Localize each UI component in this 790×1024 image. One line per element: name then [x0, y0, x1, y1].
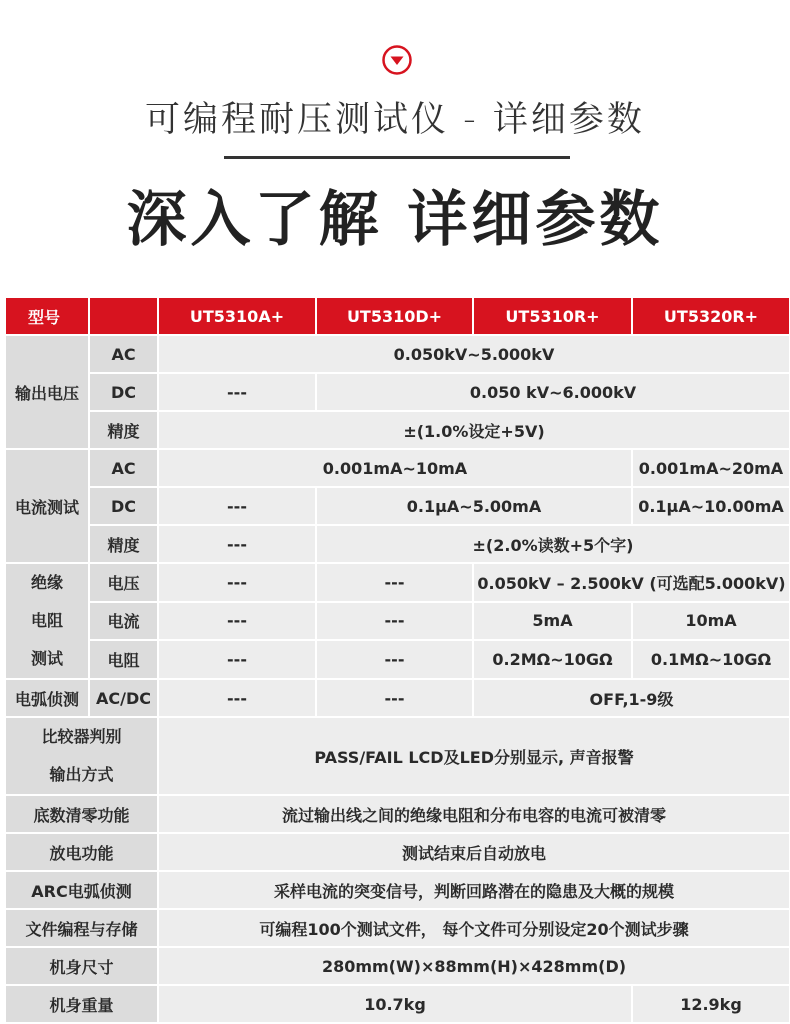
ct-precision-label: 精度: [90, 526, 157, 562]
zero-label: 底数清零功能: [6, 796, 157, 832]
table-row: [6, 603, 789, 640]
ov-precision-label: 精度: [90, 412, 157, 448]
ov-precision-value: ±(1.0%设定+5V): [159, 412, 789, 448]
ins-resistance-c: 0.2MΩ~10GΩ: [474, 641, 631, 678]
ov-dc-a: ---: [159, 374, 315, 410]
ins-voltage-a: ---: [159, 564, 315, 601]
insulation-label-line: 测试: [30, 649, 63, 668]
insulation-label-line: 电阻: [30, 611, 63, 630]
header-ut5310a: UT5310A+: [159, 298, 315, 334]
ins-current-c: 5mA: [474, 603, 631, 640]
table-row: [6, 834, 789, 870]
ins-voltage-label: 电压: [90, 564, 157, 601]
table-row: [6, 641, 789, 678]
table-row: [6, 488, 789, 524]
ov-ac-label: AC: [90, 336, 157, 372]
chevron-down-circle-icon: [381, 44, 413, 76]
discharge-label: 放电功能: [6, 834, 157, 870]
table-row: [6, 680, 789, 716]
ins-voltage-value: 0.050kV – 2.500kV (可选配5.000kV): [474, 564, 789, 601]
spec-table: [4, 296, 790, 1024]
comparator-label: [6, 718, 157, 794]
table-row: [6, 718, 789, 794]
ct-ac-label: AC: [90, 450, 157, 486]
insulation-label: [6, 564, 88, 678]
ins-current-a: ---: [159, 603, 315, 640]
output-voltage-label: 输出电压: [6, 336, 88, 448]
ct-ac-value-d: 0.001mA~20mA: [633, 450, 789, 486]
arc-detect-label: 电弧侦测: [6, 680, 88, 716]
page-subtitle: 可编程耐压测试仪 - 详细参数: [145, 100, 645, 140]
ct-dc-value-bc: 0.1μA~5.00mA: [317, 488, 631, 524]
table-row: [6, 796, 789, 832]
comparator-label-line: 输出方式: [49, 765, 114, 784]
ins-current-label: 电流: [90, 603, 157, 640]
table-header-row: [6, 298, 789, 334]
ct-dc-value-d: 0.1μA~10.00mA: [633, 488, 789, 524]
ct-ac-value-abc: 0.001mA~10mA: [159, 450, 631, 486]
page-header: [0, 0, 790, 296]
file-value: 可编程100个测试文件， 每个文件可分别设定20个测试步骤: [159, 910, 789, 946]
size-value: 280mm(W)×88mm(H)×428mm(D): [159, 948, 789, 984]
table-row: [6, 872, 789, 908]
ct-precision-a: ---: [159, 526, 315, 562]
ins-resistance-b: ---: [317, 641, 472, 678]
ov-dc-label: DC: [90, 374, 157, 410]
ins-current-b: ---: [317, 603, 472, 640]
size-label: 机身尺寸: [6, 948, 157, 984]
table-row: [6, 336, 789, 372]
table-row: [6, 526, 789, 562]
header-model: 型号: [6, 298, 88, 334]
insulation-label-line: 绝缘: [30, 573, 63, 592]
file-label: 文件编程与存储: [6, 910, 157, 946]
header-ut5310d: UT5310D+: [317, 298, 472, 334]
arc-detect-value: OFF,1-9级: [474, 680, 789, 716]
header-ut5310r: UT5310R+: [474, 298, 631, 334]
ct-dc-label: DC: [90, 488, 157, 524]
ins-resistance-a: ---: [159, 641, 315, 678]
table-row: [6, 948, 789, 984]
table-row: [6, 412, 789, 448]
ins-resistance-label: 电阻: [90, 641, 157, 678]
ov-dc-value: 0.050 kV~6.000kV: [317, 374, 789, 410]
ov-ac-value: 0.050kV~5.000kV: [159, 336, 789, 372]
ins-resistance-d: 0.1MΩ~10GΩ: [633, 641, 789, 678]
table-row: [6, 374, 789, 410]
weight-value-abc: 10.7kg: [159, 986, 631, 1022]
current-test-label: 电流测试: [6, 450, 88, 562]
arc-detect-a: ---: [159, 680, 315, 716]
divider: [224, 156, 570, 159]
weight-value-d: 12.9kg: [633, 986, 789, 1022]
page-title: 深入了解 详细参数: [126, 185, 664, 255]
table-row: [6, 910, 789, 946]
header-ut5320r: UT5320R+: [633, 298, 789, 334]
table-row: [6, 450, 789, 486]
weight-label: 机身重量: [6, 986, 157, 1022]
comparator-label-line: 比较器判别: [41, 727, 122, 746]
ins-current-d: 10mA: [633, 603, 789, 640]
arc-detect-b: ---: [317, 680, 472, 716]
discharge-value: 测试结束后自动放电: [159, 834, 789, 870]
arc-detect-sub: AC/DC: [90, 680, 157, 716]
ct-precision-value: ±(2.0%读数+5个字): [317, 526, 789, 562]
zero-value: 流过输出线之间的绝缘电阻和分布电容的电流可被清零: [159, 796, 789, 832]
header-blank: [90, 298, 157, 334]
ct-dc-a: ---: [159, 488, 315, 524]
table-row: [6, 986, 789, 1022]
arc-label: ARC电弧侦测: [6, 872, 157, 908]
table-row: [6, 564, 789, 601]
ins-voltage-b: ---: [317, 564, 472, 601]
comparator-value: PASS/FAIL LCD及LED分别显示, 声音报警: [159, 718, 789, 794]
arc-value: 采样电流的突变信号，判断回路潜在的隐患及大概的规模: [159, 872, 789, 908]
